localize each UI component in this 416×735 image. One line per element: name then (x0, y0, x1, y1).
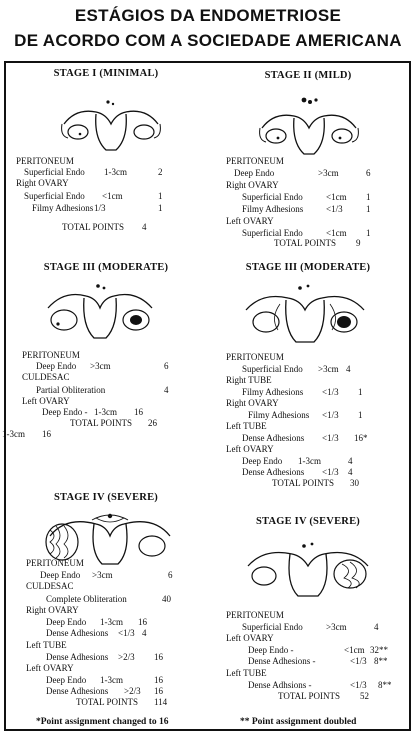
pelvis-illustration (56, 84, 166, 156)
pelvis-illustration (240, 278, 370, 348)
panel-stage-4-a: STAGE IV (SEVERE) PERITONEUM Deep Endo >3cm 6 CULDESAC Complete Obliteration 40 Right OVARY Deep Endo 1-3cm 16 Dense Adhesions <1/3 4 Left TUBE Dense Adhesions >2/3 16 Left OVARY Deep Endo 1-3cm 16 Dense Adhesions >2/3 16 TOTAL POINTS 114 (6, 488, 206, 718)
panel-heading: STAGE II (MILD) (264, 70, 352, 81)
pelvis-illustration (238, 532, 378, 602)
panel-heading: STAGE IV (SEVERE) (256, 516, 360, 527)
panel-stage-3-a: STAGE III (MODERATE) PERITONEUM Deep Endo >3cm 6 CULDESAC Partial Obliteration 4 Left OVARY Deep Endo - 1-3cm 16 TOTAL POINTS 26 1-3cm 16 (6, 258, 206, 438)
panel-heading: STAGE I (MINIMAL) (53, 68, 159, 79)
panel-stage-2: STAGE II (MILD) PERITONEUM Deep Endo >3cm 6 Right OVARY Superficial Endo <1cm 1 Filmy Adhesions <1/3 1 Left OVARY Superficial Endo <1cm 1 TOTAL POINTS 9 (208, 66, 408, 246)
title-line-1: ESTÁGIOS DA ENDOMETRIOSE (74, 6, 342, 25)
title-line-2: DE ACORDO COM A SOCIEDADE AMERICANA (14, 31, 402, 50)
footnote-left: *Point assignment changed to 16 (36, 717, 169, 727)
panel-stage-1: STAGE I (MINIMAL) PERITONEUM Superficial Endo 1-3cm 2 Right OVARY Superficial Endo <1cm 1 Filmy Adhesions 1/3 1 TOTAL POINTS 4 (6, 66, 206, 236)
panel-heading: STAGE IV (SEVERE) (54, 492, 158, 503)
panel-stage-3-b: STAGE III (MODERATE) PERITONEUM Superficial Endo >3cm 4 Right TUBE Filmy Adhesions <1/3 1 Right OVARY Filmy Adhesions <1/3 1 Left TUBE Dense Adhesions <1/3 16* Left OVARY Deep Endo 1-3cm 4 Dense Adhesions <1/3 4 TOTAL POINTS 30 (208, 258, 408, 498)
panel-stage-4-b: STAGE IV (SEVERE) PERITONEUM Superficial Endo >3cm 4 Left OVARY Deep Endo - <1cm 32** Dense Adhesions - <1/3 8** Left TUBE Dense Adhsions - <1/3 8** TOTAL POINTS 52 (208, 512, 408, 712)
panel-heading: STAGE III (MODERATE) (43, 262, 169, 273)
panel-heading: STAGE III (MODERATE) (245, 262, 371, 273)
pelvis-illustration (40, 278, 160, 344)
footnote-right: ** Point assignment doubled (240, 717, 357, 727)
pelvis-illustration (254, 86, 364, 158)
